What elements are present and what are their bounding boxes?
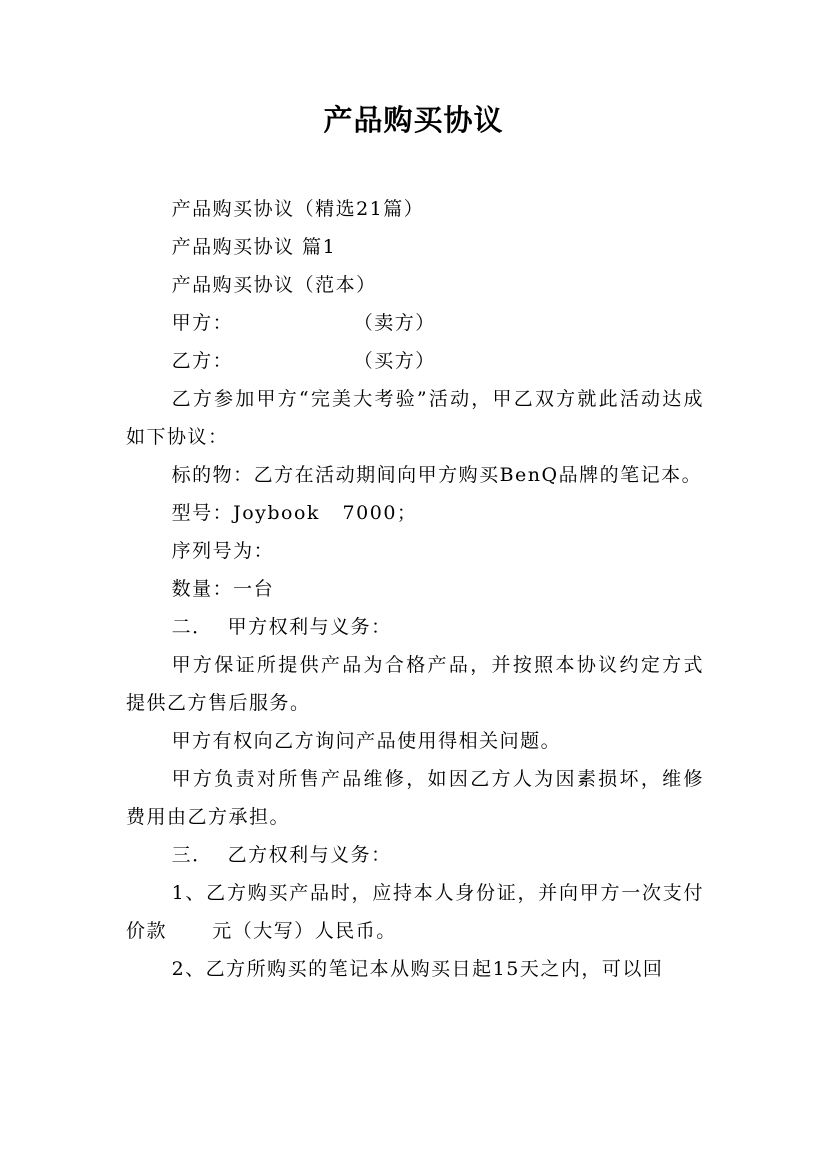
document-body — [126, 190, 704, 988]
paragraph-party-a-inquiry: 甲方有权向乙方询问产品使用得相关问题。 — [171, 730, 562, 752]
paragraph-party-b-payment: 1、乙方购买产品时，应持本人身份证，并向甲方一次支付价款 元（大写）人民币。 — [126, 882, 704, 942]
paragraph-party-b-return: 2、乙方所购买的笔记本从购买日起15天之内，可以回 — [171, 958, 664, 980]
section-heading-party-a-rights: 二． 甲方权利与义务： — [171, 616, 392, 638]
paragraph-subject: 标的物：乙方在活动期间向甲方购买BenQ品牌的笔记本。 — [171, 464, 703, 486]
paragraph-party-a-repair: 甲方负责对所售产品维修，如因乙方人为因素损坏，维修费用由乙方承担。 — [126, 768, 704, 828]
paragraph-party-b: 乙方： （买方） — [171, 350, 436, 372]
paragraph-serial: 序列号为： — [171, 540, 275, 562]
paragraph-template-label: 产品购买协议（范本） — [171, 274, 377, 296]
paragraph-model: 型号：Joybook 7000； — [171, 502, 418, 524]
section-heading-party-b-rights: 三． 乙方权利与义务： — [171, 844, 392, 866]
paragraph-subtitle: 产品购买协议（精选21篇） — [171, 198, 425, 220]
document-title: 产品购买协议 — [323, 103, 504, 137]
paragraph-chapter-heading: 产品购买协议 篇1 — [171, 236, 337, 258]
paragraph-intro: 乙方参加甲方“完美大考验”活动，甲乙双方就此活动达成如下协议： — [126, 388, 704, 448]
paragraph-party-a: 甲方： （卖方） — [171, 312, 436, 334]
paragraph-quantity: 数量：一台 — [171, 578, 275, 600]
paragraph-party-a-guarantee: 甲方保证所提供产品为合格产品，并按照本协议约定方式提供乙方售后服务。 — [126, 654, 704, 714]
